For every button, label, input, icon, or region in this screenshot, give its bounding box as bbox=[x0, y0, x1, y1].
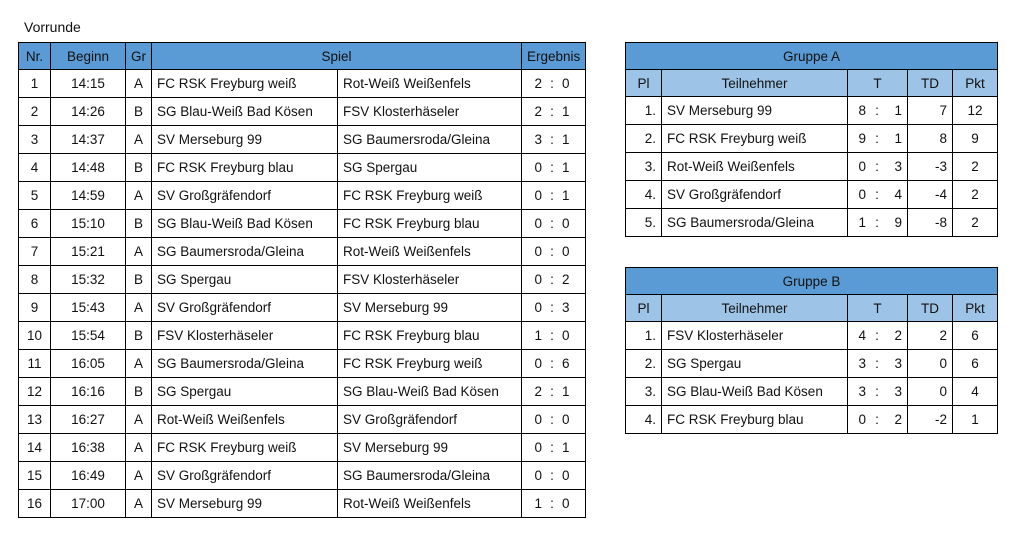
standing-goal-diff: 7 bbox=[908, 97, 953, 125]
match-row bbox=[19, 322, 586, 350]
standing-team: SV Merseburg 99 bbox=[662, 97, 848, 125]
score-separator: : bbox=[550, 356, 554, 371]
standing-place: 3. bbox=[626, 153, 662, 181]
match-time: 16:49 bbox=[51, 462, 126, 490]
goals-separator: : bbox=[875, 103, 879, 118]
match-result bbox=[522, 70, 586, 98]
score-separator: : bbox=[550, 440, 554, 455]
standing-points: 12 bbox=[953, 97, 998, 125]
away-goals: 1 bbox=[562, 104, 570, 119]
match-row bbox=[19, 490, 586, 518]
home-team: SV Großgräfendorf bbox=[152, 182, 338, 210]
match-row bbox=[19, 154, 586, 182]
away-team: FC RSK Freyburg weiß bbox=[338, 350, 522, 378]
away-team: FSV Klosterhäseler bbox=[338, 266, 522, 294]
away-team: SG Blau-Weiß Bad Kösen bbox=[338, 378, 522, 406]
score-separator: : bbox=[550, 496, 554, 511]
home-team: SG Blau-Weiß Bad Kösen bbox=[152, 98, 338, 126]
standing-goals bbox=[848, 209, 908, 237]
match-row bbox=[19, 98, 586, 126]
standing-points: 2 bbox=[953, 209, 998, 237]
match-number: 8 bbox=[19, 266, 51, 294]
goals-for: 3 bbox=[858, 384, 866, 399]
match-result bbox=[522, 154, 586, 182]
match-time: 16:05 bbox=[51, 350, 126, 378]
match-row bbox=[19, 182, 586, 210]
standing-goals bbox=[848, 378, 908, 406]
standing-points: 1 bbox=[953, 406, 998, 434]
match-group: B bbox=[126, 210, 152, 238]
standings-row bbox=[626, 97, 998, 125]
col-header-t: T bbox=[848, 70, 908, 97]
standings-row bbox=[626, 322, 998, 350]
match-group: A bbox=[126, 350, 152, 378]
standing-goals bbox=[848, 97, 908, 125]
goals-for: 0 bbox=[858, 187, 866, 202]
group-a-table bbox=[625, 42, 998, 237]
away-team: SV Großgräfendorf bbox=[338, 406, 522, 434]
standing-team: SG Spergau bbox=[662, 350, 848, 378]
away-goals: 1 bbox=[562, 440, 570, 455]
standings-row bbox=[626, 350, 998, 378]
away-team: FSV Klosterhäseler bbox=[338, 98, 522, 126]
away-team: SG Spergau bbox=[338, 154, 522, 182]
match-group: A bbox=[126, 126, 152, 154]
goals-separator: : bbox=[875, 159, 879, 174]
goals-against: 9 bbox=[894, 215, 902, 230]
match-number: 14 bbox=[19, 434, 51, 462]
match-row bbox=[19, 434, 586, 462]
standings-row bbox=[626, 378, 998, 406]
col-header-td: TD bbox=[908, 70, 953, 97]
away-goals: 1 bbox=[562, 132, 570, 147]
match-row bbox=[19, 238, 586, 266]
standing-place: 5. bbox=[626, 209, 662, 237]
standing-team: SV Großgräfendorf bbox=[662, 181, 848, 209]
col-header-spiel: Spiel bbox=[152, 43, 522, 70]
match-result bbox=[522, 434, 586, 462]
match-number: 12 bbox=[19, 378, 51, 406]
match-row bbox=[19, 294, 586, 322]
match-result bbox=[522, 182, 586, 210]
standings-row bbox=[626, 181, 998, 209]
match-result bbox=[522, 462, 586, 490]
match-row bbox=[19, 462, 586, 490]
standing-goals bbox=[848, 322, 908, 350]
away-goals: 1 bbox=[562, 384, 570, 399]
standing-place: 4. bbox=[626, 406, 662, 434]
score-separator: : bbox=[550, 132, 554, 147]
standing-goals bbox=[848, 125, 908, 153]
match-group: A bbox=[126, 238, 152, 266]
match-result bbox=[522, 238, 586, 266]
match-time: 16:38 bbox=[51, 434, 126, 462]
standing-place: 3. bbox=[626, 378, 662, 406]
home-goals: 0 bbox=[534, 356, 542, 371]
match-number: 1 bbox=[19, 70, 51, 98]
match-group: A bbox=[126, 182, 152, 210]
match-number: 15 bbox=[19, 462, 51, 490]
away-team: FC RSK Freyburg weiß bbox=[338, 182, 522, 210]
home-team: SG Spergau bbox=[152, 266, 338, 294]
match-result bbox=[522, 378, 586, 406]
standing-goal-diff: 8 bbox=[908, 125, 953, 153]
col-header-pl: Pl bbox=[626, 70, 662, 97]
goals-against: 1 bbox=[894, 103, 902, 118]
match-number: 4 bbox=[19, 154, 51, 182]
away-goals: 0 bbox=[562, 412, 570, 427]
goals-for: 4 bbox=[858, 328, 866, 343]
col-header-gr: Gr bbox=[126, 43, 152, 70]
col-header-pl: Pl bbox=[626, 295, 662, 322]
goals-against: 3 bbox=[894, 384, 902, 399]
match-row bbox=[19, 378, 586, 406]
goals-separator: : bbox=[875, 384, 879, 399]
col-header-t: T bbox=[848, 295, 908, 322]
score-separator: : bbox=[550, 188, 554, 203]
standings-row bbox=[626, 153, 998, 181]
match-number: 6 bbox=[19, 210, 51, 238]
goals-against: 2 bbox=[894, 412, 902, 427]
standing-place: 1. bbox=[626, 97, 662, 125]
away-team: FC RSK Freyburg blau bbox=[338, 322, 522, 350]
home-goals: 0 bbox=[534, 412, 542, 427]
standing-points: 9 bbox=[953, 125, 998, 153]
match-result bbox=[522, 406, 586, 434]
away-goals: 1 bbox=[562, 160, 570, 175]
match-group: B bbox=[126, 266, 152, 294]
home-team: SG Blau-Weiß Bad Kösen bbox=[152, 210, 338, 238]
score-separator: : bbox=[550, 160, 554, 175]
match-time: 14:37 bbox=[51, 126, 126, 154]
standing-team: FC RSK Freyburg weiß bbox=[662, 125, 848, 153]
goals-for: 0 bbox=[858, 159, 866, 174]
match-number: 2 bbox=[19, 98, 51, 126]
away-goals: 0 bbox=[562, 468, 570, 483]
score-separator: : bbox=[550, 328, 554, 343]
standing-goals bbox=[848, 406, 908, 434]
standing-goal-diff: 0 bbox=[908, 350, 953, 378]
home-team: Rot-Weiß Weißenfels bbox=[152, 406, 338, 434]
match-time: 17:00 bbox=[51, 490, 126, 518]
match-group: B bbox=[126, 378, 152, 406]
standing-team: Rot-Weiß Weißenfels bbox=[662, 153, 848, 181]
match-result bbox=[522, 490, 586, 518]
match-group: B bbox=[126, 154, 152, 182]
goals-separator: : bbox=[875, 187, 879, 202]
away-goals: 3 bbox=[562, 300, 570, 315]
home-team: SV Großgräfendorf bbox=[152, 294, 338, 322]
match-time: 15:54 bbox=[51, 322, 126, 350]
match-time: 15:32 bbox=[51, 266, 126, 294]
away-goals: 0 bbox=[562, 216, 570, 231]
score-separator: : bbox=[550, 244, 554, 259]
home-team: FC RSK Freyburg weiß bbox=[152, 70, 338, 98]
goals-for: 8 bbox=[858, 103, 866, 118]
away-goals: 6 bbox=[562, 356, 570, 371]
standing-points: 4 bbox=[953, 378, 998, 406]
col-header-team: Teilnehmer bbox=[662, 295, 848, 322]
goals-separator: : bbox=[875, 356, 879, 371]
goals-against: 3 bbox=[894, 159, 902, 174]
match-result bbox=[522, 294, 586, 322]
standing-team: FSV Klosterhäseler bbox=[662, 322, 848, 350]
match-number: 10 bbox=[19, 322, 51, 350]
goals-for: 1 bbox=[858, 215, 866, 230]
away-goals: 1 bbox=[562, 188, 570, 203]
match-row bbox=[19, 406, 586, 434]
home-goals: 0 bbox=[534, 440, 542, 455]
goals-for: 9 bbox=[858, 131, 866, 146]
group-a-title: Gruppe A bbox=[626, 43, 998, 70]
home-goals: 1 bbox=[534, 496, 542, 511]
match-time: 15:21 bbox=[51, 238, 126, 266]
home-team: FC RSK Freyburg blau bbox=[152, 154, 338, 182]
match-header-row bbox=[19, 43, 586, 70]
col-header-beginn: Beginn bbox=[51, 43, 126, 70]
goals-for: 3 bbox=[858, 356, 866, 371]
standing-goal-diff: -8 bbox=[908, 209, 953, 237]
match-schedule-table bbox=[18, 42, 586, 518]
match-group: B bbox=[126, 98, 152, 126]
away-team: Rot-Weiß Weißenfels bbox=[338, 490, 522, 518]
col-header-nr: Nr. bbox=[19, 43, 51, 70]
col-header-pkt: Pkt bbox=[953, 295, 998, 322]
away-team: SV Merseburg 99 bbox=[338, 294, 522, 322]
group-b-title: Gruppe B bbox=[626, 268, 998, 295]
away-goals: 0 bbox=[562, 496, 570, 511]
home-goals: 0 bbox=[534, 244, 542, 259]
goals-separator: : bbox=[875, 328, 879, 343]
score-separator: : bbox=[550, 272, 554, 287]
score-separator: : bbox=[550, 104, 554, 119]
standing-goals bbox=[848, 181, 908, 209]
match-time: 16:16 bbox=[51, 378, 126, 406]
col-header-td: TD bbox=[908, 295, 953, 322]
home-team: SG Spergau bbox=[152, 378, 338, 406]
home-goals: 1 bbox=[534, 328, 542, 343]
match-group: A bbox=[126, 406, 152, 434]
standing-goal-diff: -4 bbox=[908, 181, 953, 209]
away-goals: 0 bbox=[562, 328, 570, 343]
match-row bbox=[19, 126, 586, 154]
match-group: A bbox=[126, 294, 152, 322]
match-time: 14:59 bbox=[51, 182, 126, 210]
standings-row bbox=[626, 125, 998, 153]
score-separator: : bbox=[550, 468, 554, 483]
match-time: 14:48 bbox=[51, 154, 126, 182]
home-team: FSV Klosterhäseler bbox=[152, 322, 338, 350]
col-header-team: Teilnehmer bbox=[662, 70, 848, 97]
home-team: SV Merseburg 99 bbox=[152, 490, 338, 518]
goals-for: 0 bbox=[858, 412, 866, 427]
home-goals: 0 bbox=[534, 468, 542, 483]
standing-team: SG Baumersroda/Gleina bbox=[662, 209, 848, 237]
match-time: 15:43 bbox=[51, 294, 126, 322]
match-result bbox=[522, 266, 586, 294]
match-group: B bbox=[126, 322, 152, 350]
group-b-table bbox=[625, 267, 998, 434]
away-goals: 2 bbox=[562, 272, 570, 287]
standing-goals bbox=[848, 350, 908, 378]
away-team: Rot-Weiß Weißenfels bbox=[338, 70, 522, 98]
goals-against: 4 bbox=[894, 187, 902, 202]
home-goals: 2 bbox=[534, 76, 542, 91]
score-separator: : bbox=[550, 384, 554, 399]
away-team: SG Baumersroda/Gleina bbox=[338, 126, 522, 154]
goals-separator: : bbox=[875, 412, 879, 427]
standing-team: FC RSK Freyburg blau bbox=[662, 406, 848, 434]
standing-team: SG Blau-Weiß Bad Kösen bbox=[662, 378, 848, 406]
match-group: A bbox=[126, 490, 152, 518]
home-team: SG Baumersroda/Gleina bbox=[152, 238, 338, 266]
match-group: A bbox=[126, 462, 152, 490]
home-goals: 0 bbox=[534, 272, 542, 287]
away-team: SG Baumersroda/Gleina bbox=[338, 462, 522, 490]
match-time: 14:26 bbox=[51, 98, 126, 126]
home-goals: 2 bbox=[534, 384, 542, 399]
standing-place: 1. bbox=[626, 322, 662, 350]
match-number: 3 bbox=[19, 126, 51, 154]
away-team: Rot-Weiß Weißenfels bbox=[338, 238, 522, 266]
standings-row bbox=[626, 406, 998, 434]
home-goals: 0 bbox=[534, 160, 542, 175]
home-goals: 3 bbox=[534, 132, 542, 147]
match-time: 16:27 bbox=[51, 406, 126, 434]
group-a-header-row bbox=[626, 70, 998, 97]
match-row bbox=[19, 266, 586, 294]
goals-separator: : bbox=[875, 215, 879, 230]
standing-points: 6 bbox=[953, 350, 998, 378]
home-team: SV Großgräfendorf bbox=[152, 462, 338, 490]
away-goals: 0 bbox=[562, 244, 570, 259]
match-number: 5 bbox=[19, 182, 51, 210]
away-team: FC RSK Freyburg blau bbox=[338, 210, 522, 238]
match-number: 13 bbox=[19, 406, 51, 434]
match-group: A bbox=[126, 434, 152, 462]
home-team: SG Baumersroda/Gleina bbox=[152, 350, 338, 378]
standing-points: 2 bbox=[953, 153, 998, 181]
match-result bbox=[522, 126, 586, 154]
match-result bbox=[522, 98, 586, 126]
standing-goal-diff: 0 bbox=[908, 378, 953, 406]
home-goals: 0 bbox=[534, 188, 542, 203]
home-team: SV Merseburg 99 bbox=[152, 126, 338, 154]
goals-against: 3 bbox=[894, 356, 902, 371]
match-time: 14:15 bbox=[51, 70, 126, 98]
match-number: 9 bbox=[19, 294, 51, 322]
standing-goal-diff: -3 bbox=[908, 153, 953, 181]
home-team: FC RSK Freyburg weiß bbox=[152, 434, 338, 462]
match-result bbox=[522, 350, 586, 378]
match-number: 7 bbox=[19, 238, 51, 266]
group-b-header-row bbox=[626, 295, 998, 322]
score-separator: : bbox=[550, 412, 554, 427]
goals-against: 2 bbox=[894, 328, 902, 343]
page-title: Vorrunde bbox=[24, 19, 81, 35]
col-header-pkt: Pkt bbox=[953, 70, 998, 97]
match-row bbox=[19, 70, 586, 98]
home-goals: 0 bbox=[534, 216, 542, 231]
match-row bbox=[19, 350, 586, 378]
standing-goals bbox=[848, 153, 908, 181]
standing-goal-diff: -2 bbox=[908, 406, 953, 434]
match-result bbox=[522, 210, 586, 238]
score-separator: : bbox=[550, 300, 554, 315]
standings-row bbox=[626, 209, 998, 237]
standing-place: 4. bbox=[626, 181, 662, 209]
home-goals: 2 bbox=[534, 104, 542, 119]
home-goals: 0 bbox=[534, 300, 542, 315]
score-separator: : bbox=[550, 76, 554, 91]
standing-place: 2. bbox=[626, 350, 662, 378]
goals-separator: : bbox=[875, 131, 879, 146]
col-header-ergebnis: Ergebnis bbox=[522, 43, 586, 70]
match-number: 16 bbox=[19, 490, 51, 518]
match-number: 11 bbox=[19, 350, 51, 378]
match-group: A bbox=[126, 70, 152, 98]
match-time: 15:10 bbox=[51, 210, 126, 238]
standing-points: 6 bbox=[953, 322, 998, 350]
standing-goal-diff: 2 bbox=[908, 322, 953, 350]
match-result bbox=[522, 322, 586, 350]
away-goals: 0 bbox=[562, 76, 570, 91]
away-team: SV Merseburg 99 bbox=[338, 434, 522, 462]
goals-against: 1 bbox=[894, 131, 902, 146]
standing-points: 2 bbox=[953, 181, 998, 209]
score-separator: : bbox=[550, 216, 554, 231]
standing-place: 2. bbox=[626, 125, 662, 153]
match-row bbox=[19, 210, 586, 238]
